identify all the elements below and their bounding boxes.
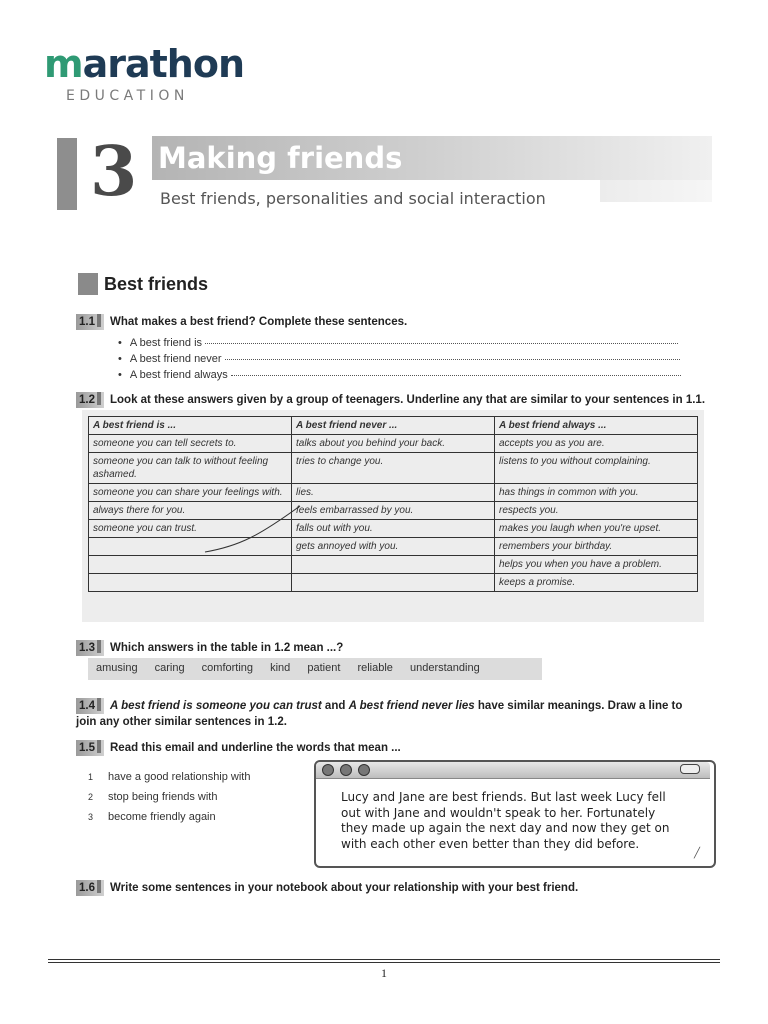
exercise-1-5-items [88,767,250,827]
exercise-number: 1.4 [76,698,104,714]
exercise-number: 1.5 [76,740,104,756]
word-bank-item: kind [270,662,291,674]
table-cell [89,574,292,592]
exercise-instruction: Look at these answers given by a group of teenagers. Underline any that are similar to your sentences in 1.1. [110,394,706,406]
table-cell: tries to change you. [292,453,495,484]
exercise-instruction: What makes a best friend? Complete these sentences. [110,316,408,328]
window-toolbar-toggle-icon [680,764,700,774]
table-cell: talks about you behind your back. [292,435,495,453]
logo-subtitle: EDUCATION [66,88,189,104]
table-header-row [89,417,698,435]
table-cell: always there for you. [89,502,292,520]
word-bank-item: patient [307,662,341,674]
window-zoom-dot-icon [358,764,370,776]
word-bank-item: amusing [96,662,138,674]
table-cell: lies. [292,484,495,502]
table-row [89,574,698,592]
table-cell: feels embarrassed by you. [292,502,495,520]
chapter-subtitle: Best friends, personalities and social interaction [160,189,546,208]
exercise-number: 1.1 [76,314,104,330]
word-bank-item: reliable [357,662,393,674]
table-header-cell: A best friend always ... [495,417,698,435]
resize-grip-icon: ╱ [694,848,701,859]
table-cell: someone you can share your feelings with. [89,484,292,502]
list-item: 2 stop being friends with [88,791,218,803]
chapter-number: 3 [90,132,138,212]
exercise-instruction: Write some sentences in your notebook about your relationship with your best friend. [110,882,579,894]
table-cell: accepts you as you are. [495,435,698,453]
section-marker [78,273,98,295]
table-header-cell: A best friend never ... [292,417,495,435]
handdrawn-match-line [200,500,310,560]
answers-table [88,416,698,592]
table-row [89,556,698,574]
word-bank-item: understanding [409,662,480,674]
footer-rule [48,959,720,960]
word-bank-item: comforting [201,662,254,674]
list-item: 1 have a good relationship with [88,771,251,783]
table-row [89,502,698,520]
window-minimize-dot-icon [340,764,352,776]
exercise-number: 1.3 [76,640,104,656]
exercise-number: 1.6 [76,880,104,896]
exercise-1-4-heading [76,698,706,730]
logo-m-letter: m [44,42,83,86]
exercise-1-5-heading [76,740,401,756]
section-title: Best friends [104,274,209,294]
table-cell: falls out with you. [292,520,495,538]
window-close-dot-icon [322,764,334,776]
list-item: 3 become friendly again [88,811,216,823]
word-bank-item: caring [154,662,185,674]
exercise-number: 1.2 [76,392,104,408]
table-cell: has things in common with you. [495,484,698,502]
footer-rule [48,962,720,963]
table-row [89,520,698,538]
table-row [89,435,698,453]
exercise-instruction: A best friend is someone you can trust and A best friend never lies have similar meanings. Draw a line to join any other similar sentences in 1.2. [76,700,683,728]
table-cell: respects you. [495,502,698,520]
exercise-1-1-heading [76,314,407,330]
table-cell: keeps a promise. [495,574,698,592]
email-body: Lucy and Jane are best friends. But last week Lucy fell out with Jane and wouldn't speak to her. Fortunately they made up again the next day and now they get on with each other even better than they did before. [341,790,670,851]
table-cell: someone you can trust. [89,520,292,538]
list-item: • A best friend never [118,351,681,367]
table-row [89,484,698,502]
table-cell: remembers your birthday. [495,538,698,556]
table-cell [292,574,495,592]
table-cell: makes you laugh when you're upset. [495,520,698,538]
table-header-cell: A best friend is ... [89,417,292,435]
table-row [89,453,698,484]
table-cell: listens to you without complaining. [495,453,698,484]
table-cell: someone you can talk to without feeling ashamed. [89,453,292,484]
list-item: • A best friend is [118,335,681,351]
logo-wordmark: arathon [82,42,245,86]
exercise-instruction: Which answers in the table in 1.2 mean ...? [110,642,344,654]
exercise-1-6-heading [76,880,578,896]
list-item: • A best friend always [118,367,681,383]
word-bank [96,662,494,674]
table-cell: helps you when you have a problem. [495,556,698,574]
table-cell: gets annoyed with you. [292,538,495,556]
email-window-titlebar [316,762,710,779]
table-cell: someone you can tell secrets to. [89,435,292,453]
brand-logo [44,42,244,86]
exercise-1-1-bullets [118,335,681,383]
table-row [89,538,698,556]
page-number: 1 [381,966,387,980]
exercise-instruction: Read this email and underline the words that mean ... [110,742,401,754]
chapter-title-band-tail [600,180,712,202]
exercise-1-2-heading [76,392,705,408]
exercise-1-3-heading [76,640,343,656]
chapter-title: Making friends [158,141,403,175]
chapter-number-bar [57,138,77,210]
table-cell [292,556,495,574]
